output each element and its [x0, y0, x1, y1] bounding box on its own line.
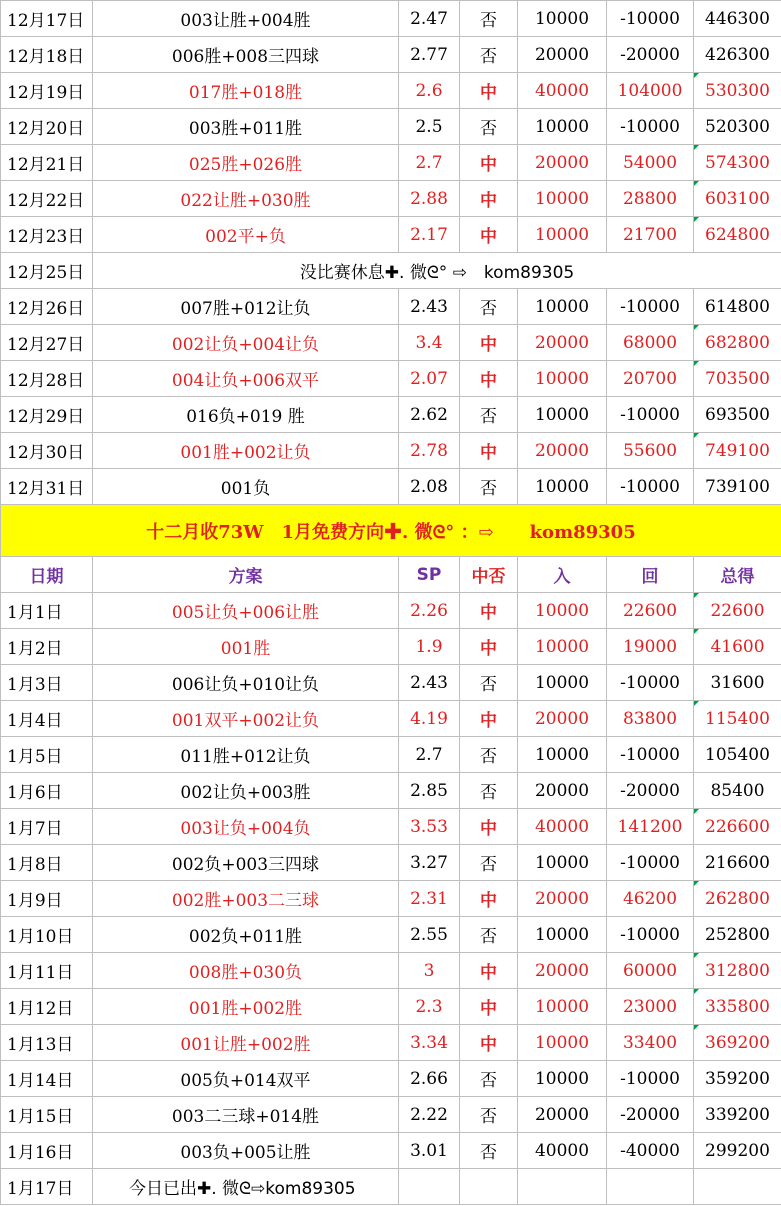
table-row [1, 109, 781, 145]
total-cell: 31600 [694, 665, 781, 701]
date-cell: 1月5日 [1, 737, 93, 773]
result-cell: 否 [460, 665, 518, 701]
sp-cell: 4.19 [399, 701, 460, 737]
stake-cell: 20000 [518, 37, 607, 73]
sp-cell: 2.7 [399, 737, 460, 773]
table-row [1, 881, 781, 917]
return-cell: -20000 [607, 773, 694, 809]
table-row [1, 1097, 781, 1133]
return-cell: -10000 [607, 469, 694, 505]
sp-cell: 2.5 [399, 109, 460, 145]
total-cell: 252800 [694, 917, 781, 953]
table-row [1, 917, 781, 953]
table-row [1, 217, 781, 253]
empty-cell [518, 1169, 607, 1205]
total-cell: 739100 [694, 469, 781, 505]
plan-cell: 002负+003三四球 [93, 845, 399, 881]
total-cell: 426300 [694, 37, 781, 73]
sp-cell: 2.26 [399, 593, 460, 629]
plan-cell: 003让负+004负 [93, 809, 399, 845]
total-cell: 85400 [694, 773, 781, 809]
stake-cell: 10000 [518, 989, 607, 1025]
stake-cell: 10000 [518, 1, 607, 37]
result-cell: 否 [460, 289, 518, 325]
sp-cell: 2.6 [399, 73, 460, 109]
sp-cell: 2.47 [399, 1, 460, 37]
return-cell: 19000 [607, 629, 694, 665]
return-cell: 21700 [607, 217, 694, 253]
table-row [1, 469, 781, 505]
return-cell: -20000 [607, 1097, 694, 1133]
date-cell: 1月14日 [1, 1061, 93, 1097]
plan-cell: 002平+负 [93, 217, 399, 253]
result-cell: 中 [460, 145, 518, 181]
table-row [1, 701, 781, 737]
stake-cell: 10000 [518, 737, 607, 773]
plan-cell: 025胜+026胜 [93, 145, 399, 181]
header-date: 日期 [1, 557, 93, 593]
plan-cell: 001让胜+002胜 [93, 1025, 399, 1061]
total-cell: 299200 [694, 1133, 781, 1169]
total-cell: 105400 [694, 737, 781, 773]
sp-cell: 2.43 [399, 289, 460, 325]
plan-cell: 008胜+030负 [93, 953, 399, 989]
sp-cell: 2.55 [399, 917, 460, 953]
result-cell: 否 [460, 397, 518, 433]
date-cell: 1月7日 [1, 809, 93, 845]
date-cell: 12月23日 [1, 217, 93, 253]
stake-cell: 20000 [518, 881, 607, 917]
return-cell: 55600 [607, 433, 694, 469]
stake-cell: 20000 [518, 145, 607, 181]
stake-cell: 10000 [518, 1025, 607, 1061]
date-cell: 12月29日 [1, 397, 93, 433]
stake-cell: 10000 [518, 665, 607, 701]
total-cell: 446300 [694, 1, 781, 37]
date-cell: 12月28日 [1, 361, 93, 397]
date-cell: 1月2日 [1, 629, 93, 665]
date-cell: 12月30日 [1, 433, 93, 469]
return-cell: -10000 [607, 289, 694, 325]
total-cell: 614800 [694, 289, 781, 325]
sp-cell: 2.17 [399, 217, 460, 253]
return-cell: 104000 [607, 73, 694, 109]
sp-cell: 3.27 [399, 845, 460, 881]
total-cell: 574300 [694, 145, 781, 181]
table-row [1, 773, 781, 809]
table-row [1, 845, 781, 881]
stake-cell: 40000 [518, 73, 607, 109]
return-cell: -40000 [607, 1133, 694, 1169]
plan-cell: 002让负+003胜 [93, 773, 399, 809]
stake-cell: 40000 [518, 809, 607, 845]
table-body [1, 1, 781, 1205]
table-row [1, 665, 781, 701]
total-cell: 216600 [694, 845, 781, 881]
result-cell: 否 [460, 773, 518, 809]
table-row [1, 953, 781, 989]
table-row [1, 737, 781, 773]
table-row [1, 145, 781, 181]
note-cell: 今日已出✚. 微ᘓ⇨kom89305 [93, 1169, 399, 1205]
stake-cell: 10000 [518, 845, 607, 881]
total-cell: 226600 [694, 809, 781, 845]
date-cell: 1月15日 [1, 1097, 93, 1133]
plan-cell: 006胜+008三四球 [93, 37, 399, 73]
result-cell: 否 [460, 1097, 518, 1133]
plan-cell: 005让负+006让胜 [93, 593, 399, 629]
total-cell: 624800 [694, 217, 781, 253]
return-cell: 46200 [607, 881, 694, 917]
date-cell: 1月1日 [1, 593, 93, 629]
plan-cell: 001胜 [93, 629, 399, 665]
total-cell: 22600 [694, 593, 781, 629]
return-cell: -10000 [607, 917, 694, 953]
stake-cell: 10000 [518, 109, 607, 145]
result-cell: 中 [460, 593, 518, 629]
return-cell: 60000 [607, 953, 694, 989]
return-cell: 54000 [607, 145, 694, 181]
date-cell: 12月21日 [1, 145, 93, 181]
result-cell: 中 [460, 629, 518, 665]
return-cell: 20700 [607, 361, 694, 397]
stake-cell: 10000 [518, 469, 607, 505]
sp-cell: 1.9 [399, 629, 460, 665]
return-cell: -10000 [607, 665, 694, 701]
result-cell: 否 [460, 109, 518, 145]
table-row [1, 181, 781, 217]
date-cell: 1月6日 [1, 773, 93, 809]
total-cell: 41600 [694, 629, 781, 665]
stake-cell: 20000 [518, 325, 607, 361]
result-cell: 中 [460, 217, 518, 253]
total-cell: 339200 [694, 1097, 781, 1133]
stake-cell: 10000 [518, 593, 607, 629]
return-cell: 22600 [607, 593, 694, 629]
plan-cell: 003负+005让胜 [93, 1133, 399, 1169]
plan-cell: 007胜+012让负 [93, 289, 399, 325]
result-cell: 否 [460, 1, 518, 37]
plan-cell: 001负 [93, 469, 399, 505]
result-cell: 否 [460, 737, 518, 773]
total-cell: 603100 [694, 181, 781, 217]
result-cell: 否 [460, 917, 518, 953]
total-cell: 682800 [694, 325, 781, 361]
table-row [1, 1061, 781, 1097]
sp-cell: 3 [399, 953, 460, 989]
table-row [1, 593, 781, 629]
return-cell: 23000 [607, 989, 694, 1025]
total-cell: 693500 [694, 397, 781, 433]
date-cell: 1月16日 [1, 1133, 93, 1169]
total-cell: 520300 [694, 109, 781, 145]
stake-cell: 20000 [518, 701, 607, 737]
date-cell: 1月8日 [1, 845, 93, 881]
date-cell: 12月19日 [1, 73, 93, 109]
sp-cell: 2.3 [399, 989, 460, 1025]
return-cell: 33400 [607, 1025, 694, 1061]
date-cell: 1月9日 [1, 881, 93, 917]
total-cell: 335800 [694, 989, 781, 1025]
date-cell: 1月13日 [1, 1025, 93, 1061]
total-cell: 530300 [694, 73, 781, 109]
result-cell: 中 [460, 325, 518, 361]
stake-cell: 10000 [518, 629, 607, 665]
total-cell: 359200 [694, 1061, 781, 1097]
empty-cell [399, 1169, 460, 1205]
promo-banner: 十二月收73W 1月免费方向✚. 微ᘓ° ：⇨ kom89305 [1, 505, 781, 557]
result-cell: 否 [460, 845, 518, 881]
total-cell: 262800 [694, 881, 781, 917]
plan-cell: 011胜+012让负 [93, 737, 399, 773]
total-cell: 749100 [694, 433, 781, 469]
date-cell: 12月27日 [1, 325, 93, 361]
header-back: 回 [607, 557, 694, 593]
stake-cell: 20000 [518, 433, 607, 469]
header-sp: SP [399, 557, 460, 593]
date-cell: 1月11日 [1, 953, 93, 989]
sp-cell: 3.4 [399, 325, 460, 361]
total-cell: 703500 [694, 361, 781, 397]
sp-cell: 2.07 [399, 361, 460, 397]
date-cell: 1月12日 [1, 989, 93, 1025]
note-cell: 没比赛休息✚. 微ᘓ° ⇨ kom89305 [93, 253, 781, 289]
plan-cell: 017胜+018胜 [93, 73, 399, 109]
column-header-row [1, 557, 781, 593]
result-cell: 中 [460, 881, 518, 917]
date-cell: 1月3日 [1, 665, 93, 701]
date-cell: 1月17日 [1, 1169, 93, 1205]
result-cell: 否 [460, 1133, 518, 1169]
table-row [1, 989, 781, 1025]
plan-cell: 004让负+006双平 [93, 361, 399, 397]
stake-cell: 40000 [518, 1133, 607, 1169]
return-cell: 28800 [607, 181, 694, 217]
table-row [1, 809, 781, 845]
table-row [1, 1025, 781, 1061]
return-cell: -10000 [607, 1, 694, 37]
plan-cell: 001胜+002胜 [93, 989, 399, 1025]
table-row [1, 361, 781, 397]
sp-cell: 2.78 [399, 433, 460, 469]
table-row [1, 325, 781, 361]
header-in: 入 [518, 557, 607, 593]
header-plan: 方案 [93, 557, 399, 593]
result-cell: 中 [460, 433, 518, 469]
result-cell: 否 [460, 469, 518, 505]
plan-cell: 002让负+004让负 [93, 325, 399, 361]
table-row [1, 629, 781, 665]
plan-cell: 005负+014双平 [93, 1061, 399, 1097]
result-cell: 中 [460, 701, 518, 737]
date-cell: 12月20日 [1, 109, 93, 145]
return-cell: 141200 [607, 809, 694, 845]
return-cell: 68000 [607, 325, 694, 361]
plan-cell: 001双平+002让负 [93, 701, 399, 737]
sp-cell: 2.7 [399, 145, 460, 181]
header-result: 中否 [460, 557, 518, 593]
return-cell: -10000 [607, 1061, 694, 1097]
total-cell: 369200 [694, 1025, 781, 1061]
result-cell: 中 [460, 73, 518, 109]
stake-cell: 20000 [518, 773, 607, 809]
plan-cell: 003二三球+014胜 [93, 1097, 399, 1133]
stake-cell: 10000 [518, 181, 607, 217]
return-cell: -10000 [607, 845, 694, 881]
stake-cell: 20000 [518, 953, 607, 989]
stake-cell: 10000 [518, 217, 607, 253]
date-cell: 12月25日 [1, 253, 93, 289]
table-row [1, 73, 781, 109]
empty-cell [607, 1169, 694, 1205]
plan-cell: 022让胜+030胜 [93, 181, 399, 217]
plan-cell: 002负+011胜 [93, 917, 399, 953]
sp-cell: 2.88 [399, 181, 460, 217]
empty-cell [694, 1169, 781, 1205]
return-cell: -10000 [607, 109, 694, 145]
total-cell: 115400 [694, 701, 781, 737]
sp-cell: 2.66 [399, 1061, 460, 1097]
table-row [1, 397, 781, 433]
date-cell: 12月22日 [1, 181, 93, 217]
result-cell: 中 [460, 181, 518, 217]
sp-cell: 3.01 [399, 1133, 460, 1169]
promo-banner-row [1, 505, 781, 557]
table-row [1, 253, 781, 289]
return-cell: 83800 [607, 701, 694, 737]
stake-cell: 10000 [518, 397, 607, 433]
total-cell: 312800 [694, 953, 781, 989]
sp-cell: 2.62 [399, 397, 460, 433]
sp-cell: 2.43 [399, 665, 460, 701]
table-row [1, 1133, 781, 1169]
plan-cell: 003胜+011胜 [93, 109, 399, 145]
table-row [1, 289, 781, 325]
sp-cell: 3.53 [399, 809, 460, 845]
result-cell: 中 [460, 953, 518, 989]
sp-cell: 2.31 [399, 881, 460, 917]
plan-cell: 001胜+002让负 [93, 433, 399, 469]
table-row [1, 1169, 781, 1205]
table-row [1, 37, 781, 73]
sp-cell: 2.77 [399, 37, 460, 73]
result-cell: 否 [460, 1061, 518, 1097]
stake-cell: 20000 [518, 1097, 607, 1133]
date-cell: 1月4日 [1, 701, 93, 737]
stake-cell: 10000 [518, 917, 607, 953]
date-cell: 12月17日 [1, 1, 93, 37]
result-cell: 中 [460, 989, 518, 1025]
return-cell: -20000 [607, 37, 694, 73]
result-cell: 否 [460, 37, 518, 73]
date-cell: 12月18日 [1, 37, 93, 73]
result-cell: 中 [460, 809, 518, 845]
table-row [1, 433, 781, 469]
sp-cell: 2.08 [399, 469, 460, 505]
plan-cell: 003让胜+004胜 [93, 1, 399, 37]
table-row [1, 1, 781, 37]
empty-cell [460, 1169, 518, 1205]
date-cell: 12月31日 [1, 469, 93, 505]
result-cell: 中 [460, 361, 518, 397]
sp-cell: 2.85 [399, 773, 460, 809]
stake-cell: 10000 [518, 1061, 607, 1097]
result-cell: 中 [460, 1025, 518, 1061]
plan-cell: 002胜+003二三球 [93, 881, 399, 917]
sp-cell: 3.34 [399, 1025, 460, 1061]
stake-cell: 10000 [518, 361, 607, 397]
return-cell: -10000 [607, 737, 694, 773]
date-cell: 12月26日 [1, 289, 93, 325]
return-cell: -10000 [607, 397, 694, 433]
sp-cell: 2.22 [399, 1097, 460, 1133]
date-cell: 1月10日 [1, 917, 93, 953]
plan-cell: 016负+019 胜 [93, 397, 399, 433]
header-total: 总得 [694, 557, 781, 593]
plan-cell: 006让负+010让负 [93, 665, 399, 701]
stake-cell: 10000 [518, 289, 607, 325]
